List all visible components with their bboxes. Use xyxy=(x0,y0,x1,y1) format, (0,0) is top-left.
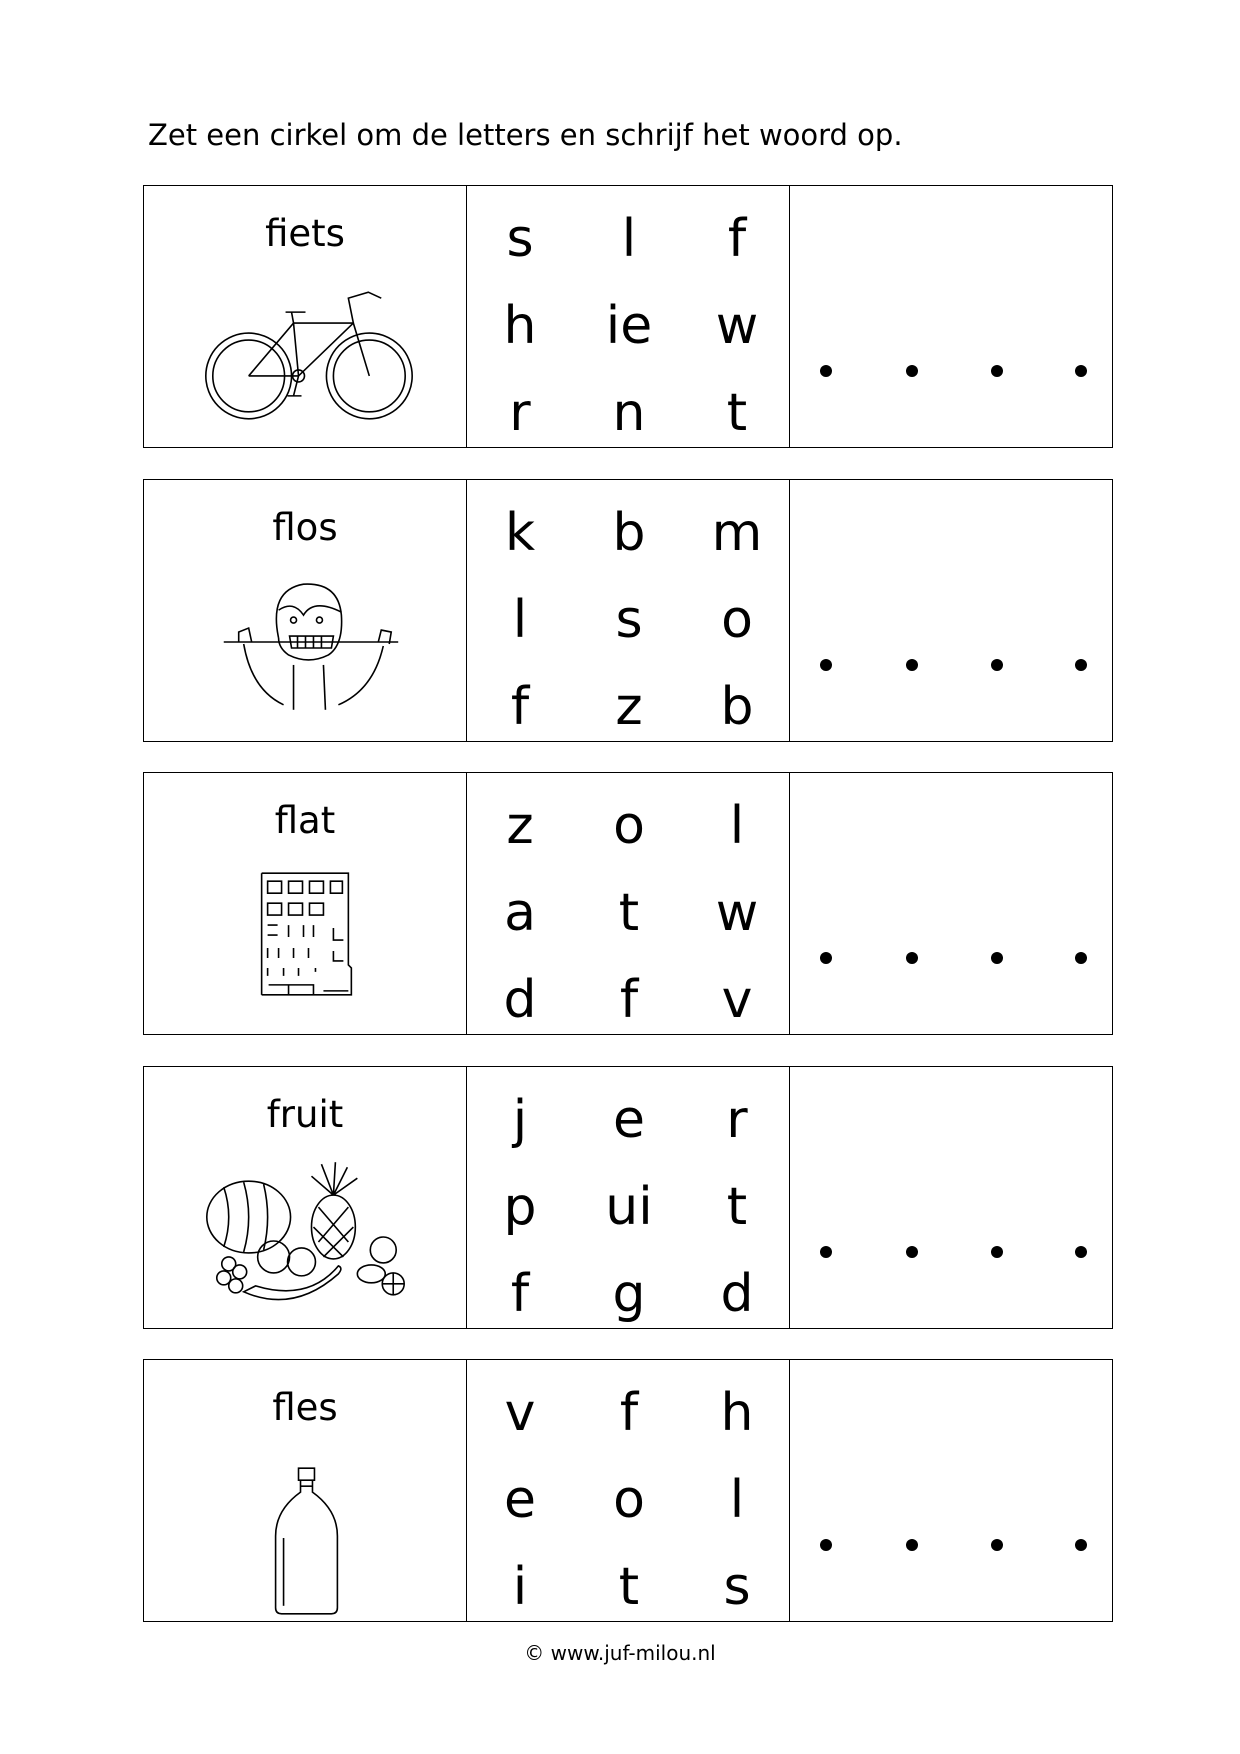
letter-choice[interactable]: h xyxy=(720,1383,754,1443)
letter-choice[interactable]: n xyxy=(612,383,646,443)
picture-cell xyxy=(144,773,467,1034)
answer-dot xyxy=(906,952,918,964)
letter-choice[interactable]: s xyxy=(723,1557,751,1617)
letter-choice[interactable]: z xyxy=(506,796,534,856)
letter-choice[interactable]: t xyxy=(618,1557,640,1617)
fruit-basket-icon xyxy=(144,1162,466,1312)
letter-grid xyxy=(467,186,789,447)
answer-dots xyxy=(790,1360,1112,1621)
letter-choice[interactable]: f xyxy=(619,1383,639,1443)
word-label: fles xyxy=(272,1386,338,1429)
answer-dot xyxy=(1075,365,1087,377)
letter-choice[interactable]: b xyxy=(612,503,646,563)
exercise-row-fruit xyxy=(143,1066,1113,1329)
letter-choice[interactable]: s xyxy=(615,590,643,650)
letter-choice[interactable]: w xyxy=(715,883,759,943)
letter-grid xyxy=(467,1067,789,1328)
answer-dot xyxy=(991,1246,1003,1258)
letter-choice[interactable]: r xyxy=(509,383,531,443)
answer-dots xyxy=(790,773,1112,1034)
exercise-row-flos xyxy=(143,479,1113,742)
word-label: flat xyxy=(274,799,336,842)
letter-choice[interactable]: ui xyxy=(605,1177,653,1237)
letter-grid-cell xyxy=(467,186,790,447)
letter-choice[interactable]: b xyxy=(720,677,754,737)
exercise-row-fles xyxy=(143,1359,1113,1622)
answer-cell[interactable] xyxy=(790,186,1112,447)
answer-dot xyxy=(991,659,1003,671)
picture-cell xyxy=(144,186,467,447)
letter-choice[interactable]: f xyxy=(619,970,639,1030)
letter-choice[interactable]: p xyxy=(503,1177,537,1237)
answer-dots xyxy=(790,186,1112,447)
bottle-icon xyxy=(144,1468,466,1618)
answer-dot xyxy=(1075,1539,1087,1551)
letter-choice[interactable]: v xyxy=(504,1383,536,1443)
answer-cell[interactable] xyxy=(790,1067,1112,1328)
answer-dot xyxy=(1075,952,1087,964)
letter-choice[interactable]: r xyxy=(726,1090,748,1150)
letter-grid xyxy=(467,773,789,1034)
letter-choice[interactable]: e xyxy=(504,1470,536,1530)
letter-choice[interactable]: t xyxy=(618,883,640,943)
answer-dot xyxy=(1075,659,1087,671)
letter-grid-cell xyxy=(467,773,790,1034)
person-flossing-icon xyxy=(144,570,466,720)
letter-choice[interactable]: t xyxy=(726,1177,748,1237)
letter-choice[interactable]: e xyxy=(613,1090,645,1150)
letter-choice[interactable]: o xyxy=(613,796,645,856)
answer-dot xyxy=(906,659,918,671)
answer-cell[interactable] xyxy=(790,480,1112,741)
letter-choice[interactable]: f xyxy=(510,677,530,737)
bicycle-icon xyxy=(144,278,466,428)
letter-choice[interactable]: o xyxy=(613,1470,645,1530)
exercise-row-flat xyxy=(143,772,1113,1035)
answer-dot xyxy=(991,1539,1003,1551)
letter-choice[interactable]: l xyxy=(729,796,745,856)
letter-choice[interactable]: w xyxy=(715,296,759,356)
letter-choice[interactable]: t xyxy=(726,383,748,443)
letter-choice[interactable]: l xyxy=(512,590,528,650)
answer-cell[interactable] xyxy=(790,1360,1112,1621)
letter-grid xyxy=(467,480,789,741)
letter-choice[interactable]: z xyxy=(615,677,643,737)
letter-grid xyxy=(467,1360,789,1621)
answer-dot xyxy=(906,365,918,377)
letter-choice[interactable]: s xyxy=(506,209,534,269)
word-label: flos xyxy=(272,506,338,549)
instruction-text: Zet een cirkel om de letters en schrijf het woord op. xyxy=(148,118,903,152)
picture-cell xyxy=(144,1067,467,1328)
picture-cell xyxy=(144,480,467,741)
letter-grid-cell xyxy=(467,1360,790,1621)
exercise-row-fiets xyxy=(143,185,1113,448)
answer-cell[interactable] xyxy=(790,773,1112,1034)
letter-choice[interactable]: v xyxy=(721,970,753,1030)
answer-dot xyxy=(1075,1246,1087,1258)
letter-choice[interactable]: d xyxy=(503,970,537,1030)
letter-choice[interactable]: f xyxy=(727,209,747,269)
letter-choice[interactable]: j xyxy=(512,1090,528,1150)
letter-choice[interactable]: h xyxy=(503,296,537,356)
letter-choice[interactable]: o xyxy=(721,590,753,650)
answer-dots xyxy=(790,1067,1112,1328)
letter-choice[interactable]: a xyxy=(504,883,536,943)
answer-dot xyxy=(906,1539,918,1551)
answer-dot xyxy=(820,952,832,964)
word-label: fruit xyxy=(266,1093,344,1136)
apartment-building-icon xyxy=(144,873,466,1023)
letter-grid-cell xyxy=(467,480,790,741)
answer-dot xyxy=(820,1539,832,1551)
letter-choice[interactable]: l xyxy=(729,1470,745,1530)
answer-dot xyxy=(991,365,1003,377)
letter-grid-cell xyxy=(467,1067,790,1328)
letter-choice[interactable]: i xyxy=(512,1557,528,1617)
answer-dot xyxy=(991,952,1003,964)
answer-dots xyxy=(790,480,1112,741)
word-label: fiets xyxy=(265,212,345,255)
letter-choice[interactable]: ie xyxy=(605,296,653,356)
copyright-footer: © www.juf-milou.nl xyxy=(524,1641,716,1665)
picture-cell xyxy=(144,1360,467,1621)
letter-choice[interactable]: f xyxy=(510,1264,530,1324)
answer-dot xyxy=(820,1246,832,1258)
answer-dot xyxy=(820,659,832,671)
letter-choice[interactable]: k xyxy=(504,503,536,563)
answer-dot xyxy=(906,1246,918,1258)
letter-choice[interactable]: d xyxy=(720,1264,754,1324)
letter-choice[interactable]: l xyxy=(621,209,637,269)
letter-choice[interactable]: g xyxy=(612,1264,646,1324)
letter-choice[interactable]: m xyxy=(711,503,763,563)
answer-dot xyxy=(820,365,832,377)
